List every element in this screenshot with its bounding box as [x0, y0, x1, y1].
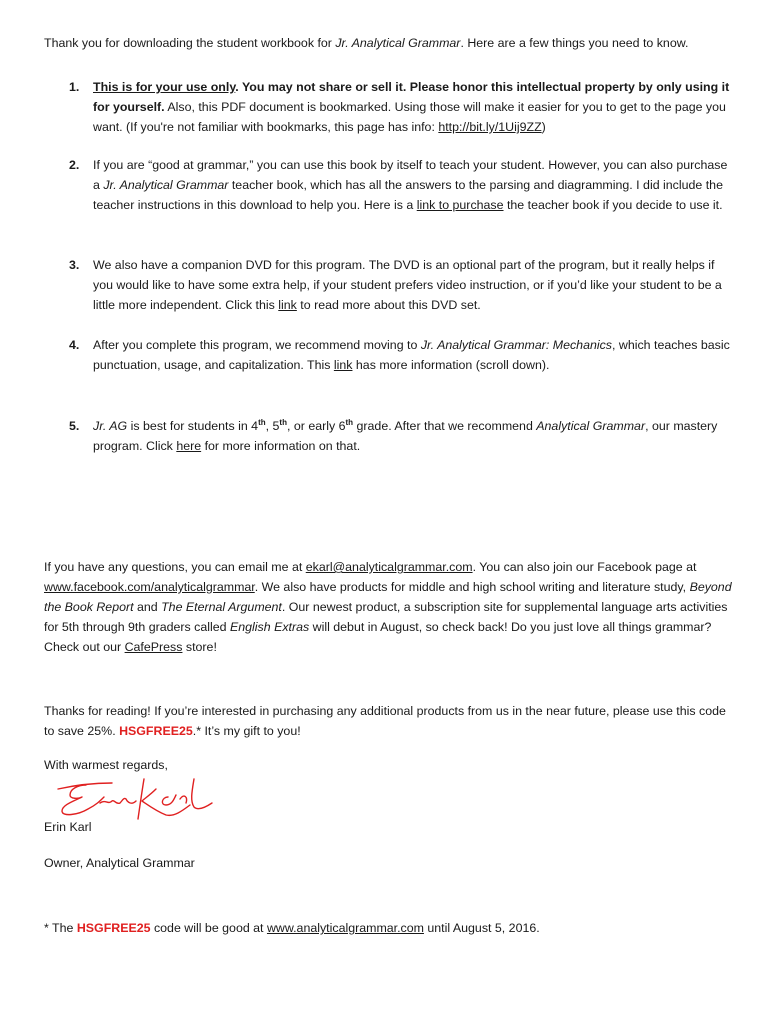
book-title: Jr. Analytical Grammar	[103, 178, 229, 192]
ordinal-suffix: th	[279, 418, 287, 427]
contact-text-end: store!	[182, 640, 217, 654]
discount-code: HSGFREE25	[76, 921, 151, 935]
mechanics-info-link[interactable]: link	[333, 358, 353, 372]
item-2-text-mid: teacher book, which has all the answers to the parsing and diagramming. I did include the teacher instructions in this download to help you. Here is a	[93, 178, 723, 212]
footnote-text: code will be good at	[150, 921, 267, 935]
item-5-text: , or early 6	[286, 419, 346, 433]
contact-paragraph	[44, 557, 734, 657]
purchase-teacher-book-link[interactable]: link to purchase	[416, 198, 504, 212]
item-5-text: grade. After that we recommend	[353, 419, 537, 433]
item-5-text-end: for more information on that.	[201, 439, 361, 453]
contact-text: . We also have products for middle and high school writing and literature study,	[254, 580, 690, 594]
item-4-text-end: has more information (scroll down).	[352, 358, 550, 372]
item-number: 4.	[69, 338, 80, 352]
contact-text: will debut in August, so check back! Do you just love all things grammar? Check out our	[44, 620, 712, 654]
discount-code: HSGFREE25	[119, 724, 193, 738]
item-4-text-mid: , which teaches basic punctuation, usage, and capitalization. This	[93, 338, 730, 372]
facebook-link[interactable]: www.facebook.com/analyticalgrammar	[44, 580, 255, 594]
footnote-text-end: until August 5, 2016.	[423, 921, 540, 935]
ordinal-suffix: th	[345, 418, 354, 427]
item-text	[93, 77, 735, 137]
item-number: 5.	[69, 419, 80, 433]
item-1-text: Also, this PDF document is bookmarked. Using those will make it easier for you to get to the page you want. (If you're not familiar with bookmarks, this page has info:	[93, 100, 726, 134]
bookmarks-info-link[interactable]: http://bit.ly/1Uij9ZZ	[438, 120, 542, 134]
signer-name: Erin Karl	[44, 820, 92, 834]
thanks-text: Thanks for reading! If you’re interested in purchasing any additional products from us in the near future, please use this code to save 25%.	[44, 704, 726, 738]
closing-line: With warmest regards,	[44, 758, 168, 772]
item-5-text: , our mastery program. Click	[93, 419, 718, 453]
book-title: Analytical Grammar	[536, 419, 646, 433]
item-text	[93, 416, 735, 456]
mastery-program-link[interactable]: here	[176, 439, 202, 453]
signer-role: Owner, Analytical Grammar	[44, 856, 195, 870]
ordinal-suffix: th	[258, 418, 266, 427]
contact-text: . Our newest product, a subscription site for supplemental language arts activities for 5th through 9th graders called	[44, 600, 728, 634]
item-text	[93, 155, 735, 215]
product-title: Beyond the Book Report	[44, 580, 732, 614]
book-title: Jr. AG	[93, 419, 128, 433]
intro-text: Thank you for downloading the student workbook for	[44, 36, 336, 50]
item-number: 2.	[69, 158, 80, 172]
product-title: The Eternal Argument	[161, 600, 282, 614]
intro-text-end: . Here are a few things you need to know.	[460, 36, 689, 50]
thanks-paragraph	[44, 701, 734, 741]
thanks-text-end: .* It’s my gift to you!	[192, 724, 301, 738]
item-5-text: is best for students in 4	[127, 419, 259, 433]
footnote	[44, 918, 734, 938]
item-2-text-end: the teacher book if you decide to use it.	[503, 198, 723, 212]
contact-text: and	[133, 600, 162, 614]
item-3-text-end: to read more about this DVD set.	[296, 298, 481, 312]
cafepress-link[interactable]: CafePress	[124, 640, 183, 654]
item-number: 1.	[69, 80, 80, 94]
use-only-notice: This is for your use only	[93, 80, 236, 94]
item-number: 3.	[69, 258, 80, 272]
product-title: English Extras	[229, 620, 310, 634]
contact-text: If you have any questions, you can email me at	[44, 560, 306, 574]
intro-paragraph	[44, 33, 734, 53]
dvd-info-link[interactable]: link	[278, 298, 297, 312]
item-text	[93, 335, 735, 375]
item-2-text: If you are “good at grammar,” you can use this book by itself to teach your student. However, you can also purchase a	[93, 158, 728, 192]
contact-text: . You can also join our Facebook page at	[472, 560, 697, 574]
item-1-text-end: )	[541, 120, 546, 134]
book-title: Jr. Analytical Grammar	[335, 36, 461, 50]
website-link[interactable]: www.analyticalgrammar.com	[266, 921, 424, 935]
email-link[interactable]: ekarl@analyticalgrammar.com	[305, 560, 473, 574]
footnote-text: * The	[44, 921, 77, 935]
book-title: Jr. Analytical Grammar: Mechanics	[420, 338, 612, 352]
item-1-bold-text: . You may not share or sell it. Please honor this intellectual property by only using it for yourself.	[93, 80, 730, 114]
item-3-text: We also have a companion DVD for this program. The DVD is an optional part of the program, but it really helps if you would like to have some extra help, if your student prefers video instruction, or if you’d like your student to be a little more independent. Click this	[93, 258, 722, 312]
item-text	[93, 255, 735, 315]
item-5-text: , 5	[265, 419, 280, 433]
item-4-text: After you complete this program, we recommend moving to	[93, 338, 421, 352]
